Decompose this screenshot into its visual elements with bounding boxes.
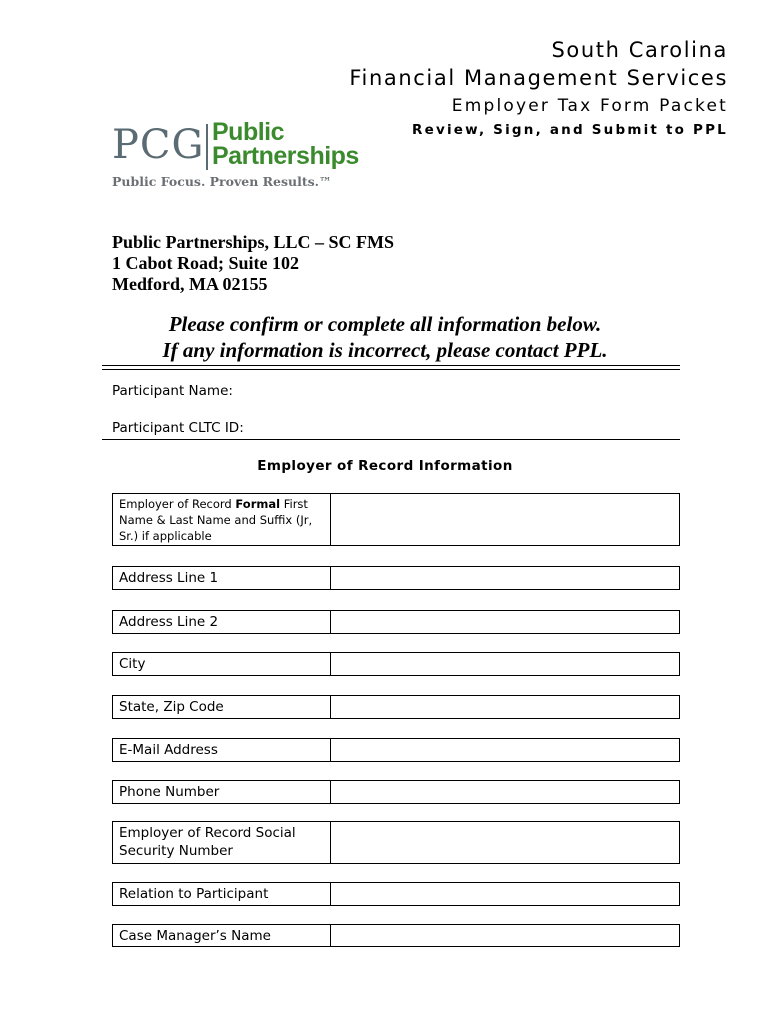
phone-row (112, 780, 680, 804)
state-zip-field[interactable] (331, 696, 679, 718)
employer-name-row (112, 493, 680, 546)
logo-name-line1: Public (212, 118, 285, 146)
header-state: South Carolina (551, 38, 728, 62)
state-zip-label: State, Zip Code (113, 696, 331, 718)
participant-name-label: Participant Name: (112, 383, 233, 399)
pcg-public-partnerships-logo (112, 118, 372, 198)
case-manager-label: Case Manager’s Name (113, 925, 331, 946)
address-line-2-label: Address Line 2 (113, 611, 331, 633)
header-instruction: Review, Sign, and Submit to PPL (412, 122, 728, 138)
confirm-notice (0, 311, 770, 363)
logo-name (212, 120, 359, 168)
address-line-1-label: Address Line 1 (113, 567, 331, 589)
email-label: E-Mail Address (113, 739, 331, 761)
ssn-row (112, 821, 680, 864)
city-field[interactable] (331, 653, 679, 675)
header-program: Financial Management Services (349, 66, 728, 90)
relation-label: Relation to Participant (113, 883, 331, 905)
phone-label: Phone Number (113, 781, 331, 803)
confirm-notice-line-1: Please confirm or complete all information below. (168, 312, 602, 336)
double-divider (102, 365, 680, 370)
email-field[interactable] (331, 739, 679, 761)
case-manager-row (112, 924, 680, 947)
address-line-2: 1 Cabot Road; Suite 102 (112, 253, 300, 273)
case-manager-field[interactable] (331, 925, 679, 946)
participant-divider (102, 439, 680, 440)
address-line-2-row (112, 610, 680, 634)
relation-row (112, 882, 680, 906)
participant-cltc-id-label: Participant CLTC ID: (112, 420, 244, 436)
city-row (112, 652, 680, 676)
logo-tagline: Public Focus. Proven Results.™ (112, 174, 332, 189)
state-zip-row (112, 695, 680, 719)
ssn-field[interactable] (331, 822, 679, 863)
email-row (112, 738, 680, 762)
address-line-2-field[interactable] (331, 611, 679, 633)
address-line-1-field[interactable] (331, 567, 679, 589)
phone-field[interactable] (331, 781, 679, 803)
header-packet-title: Employer Tax Form Packet (451, 96, 728, 116)
address-line-3: Medford, MA 02155 (112, 274, 268, 294)
city-label: City (113, 653, 331, 675)
mailing-address (112, 232, 394, 295)
ssn-label: Employer of Record Social Security Number (113, 822, 331, 863)
logo-pcg-text: PCG (112, 122, 205, 168)
logo-divider (206, 124, 208, 170)
employer-name-field[interactable] (331, 494, 679, 545)
address-line-1-row (112, 566, 680, 590)
employer-section-title: Employer of Record Information (257, 458, 513, 474)
employer-name-label: Employer of Record Formal First Name & Last Name and Suffix (Jr, Sr.) if applicable (113, 494, 331, 545)
address-line-1: Public Partnerships, LLC – SC FMS (112, 232, 395, 252)
logo-name-line2: Partnerships (212, 142, 359, 170)
confirm-notice-line-2: If any information is incorrect, please contact PPL. (162, 338, 608, 362)
relation-field[interactable] (331, 883, 679, 905)
